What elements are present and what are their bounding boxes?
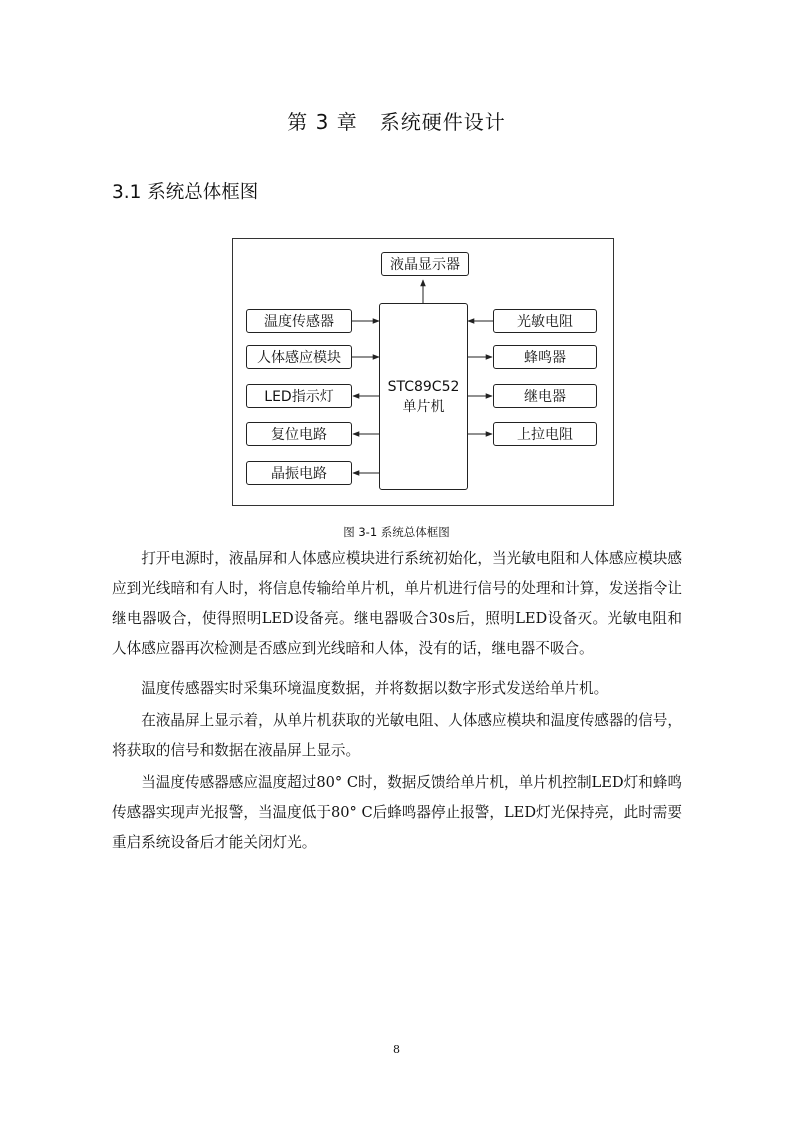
system-block-diagram (232, 238, 614, 506)
relay-block: 继电器 (493, 384, 597, 408)
pir-module-block: 人体感应模块 (246, 345, 352, 369)
section-title: 3.1 系统总体框图 (112, 182, 259, 203)
led-indicator-block: LED指示灯 (246, 384, 352, 408)
chapter-title (0, 106, 793, 135)
paragraph-2: 温度传感器实时采集环境温度数据，并将数据以数字形式发送给单片机。 (141, 680, 609, 697)
temp-sensor-block: 温度传感器 (246, 309, 352, 333)
crystal-circuit-block: 晶振电路 (246, 461, 352, 485)
paragraph-1: 打开电源时，液晶屏和人体感应模块进行系统初始化，当光敏电阻和人体感应模块感应到光线暗和有人时，将信息传输给单片机，单片机进行信号的处理和计算，发送指令让继电器吸合，使得照明LED设备亮。继电器吸合30s后，照明LED设备灭。光敏电阻和人体感应器再次检测是否感应到光线暗和人体，没有的话，继电器不吸合。 (112, 550, 682, 657)
reset-circuit-block: 复位电路 (246, 422, 352, 446)
mcu-label: 单片机 (402, 398, 445, 415)
mcu-block (379, 303, 468, 490)
pullup-resistor-block: 上拉电阻 (493, 422, 597, 446)
buzzer-block: 蜂鸣器 (493, 345, 597, 369)
paragraph-3: 在液晶屏上显示着，从单片机获取的光敏电阻、人体感应模块和温度传感器的信号，将获取的信号和数据在液晶屏上显示。 (112, 712, 682, 759)
display-block: 液晶显示器 (381, 252, 469, 276)
photoresistor-block: 光敏电阻 (493, 309, 597, 333)
figure-caption: 图 3-1 系统总体框图 (343, 525, 450, 539)
chapter-name: 系统硬件设计 (379, 110, 506, 134)
chapter-number: 第 3 章 (287, 110, 358, 134)
paragraph-4: 当温度传感器感应温度超过80° C时，数据反馈给单片机，单片机控制LED灯和蜂鸣传感器实现声光报警，当温度低于80° C后蜂鸣器停止报警，LED灯光保持亮，此时需要重启系统设备后才能关闭灯光。 (112, 774, 682, 851)
page-number: 8 (393, 1043, 400, 1056)
mcu-model: STC89C52 (387, 378, 460, 395)
